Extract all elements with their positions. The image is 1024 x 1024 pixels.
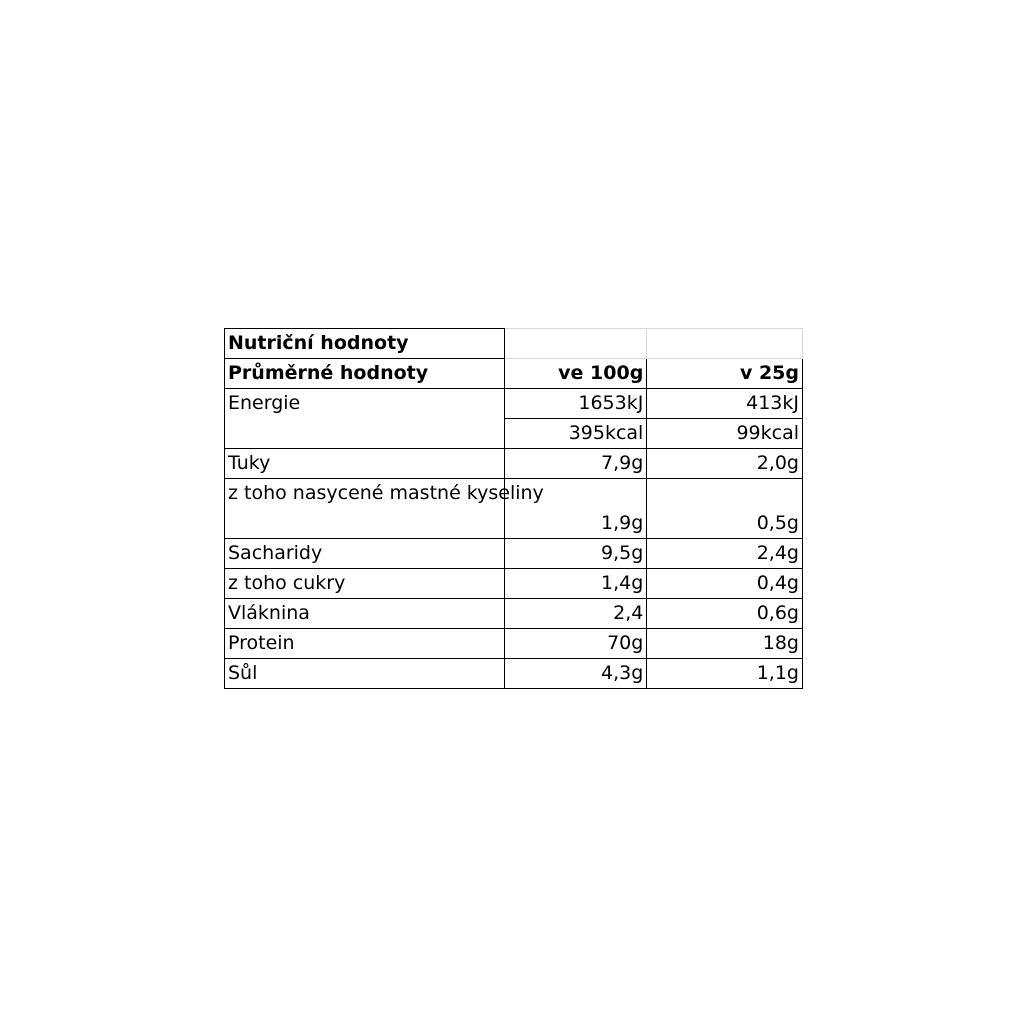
row-label: z toho cukry [225,569,505,599]
energy-kcal-25g: 99kcal [647,419,803,449]
row-value-100g: 9,5g [505,539,647,569]
row-value-25g: 0,6g [647,599,803,629]
header-per-100g: ve 100g [505,359,647,389]
header-per-25g: v 25g [647,359,803,389]
row-label: Sacharidy [225,539,505,569]
table-header-row [225,359,803,389]
row-value-100g: 1,9g [505,479,647,539]
empty-cell [647,329,803,359]
table-row [225,629,803,659]
table-row [225,659,803,689]
row-value-100g: 2,4 [505,599,647,629]
row-value-25g: 2,4g [647,539,803,569]
table-title: Nutriční hodnoty [225,329,505,359]
row-value-100g: 1,4g [505,569,647,599]
table-row [225,569,803,599]
row-label: Vláknina [225,599,505,629]
row-label: z toho nasycené mastné kyseliny [225,479,505,539]
empty-cell [505,329,647,359]
table-title-row [225,329,803,359]
nutrition-table [224,328,803,689]
row-value-25g: 18g [647,629,803,659]
header-label: Průměrné hodnoty [225,359,505,389]
row-value-100g: 4,3g [505,659,647,689]
row-value-25g: 2,0g [647,449,803,479]
row-label: Protein [225,629,505,659]
table-row [225,599,803,629]
energy-kj-25g: 413kJ [647,389,803,419]
table-row [225,479,803,539]
energy-kcal-100g: 395kcal [505,419,647,449]
row-value-100g: 70g [505,629,647,659]
row-value-100g: 7,9g [505,449,647,479]
row-value-25g: 0,5g [647,479,803,539]
table-row [225,449,803,479]
table-row [225,389,803,419]
table-row [225,539,803,569]
row-label: Tuky [225,449,505,479]
row-value-25g: 1,1g [647,659,803,689]
energy-label: Energie [225,389,505,449]
energy-kj-100g: 1653kJ [505,389,647,419]
row-label: Sůl [225,659,505,689]
row-value-25g: 0,4g [647,569,803,599]
